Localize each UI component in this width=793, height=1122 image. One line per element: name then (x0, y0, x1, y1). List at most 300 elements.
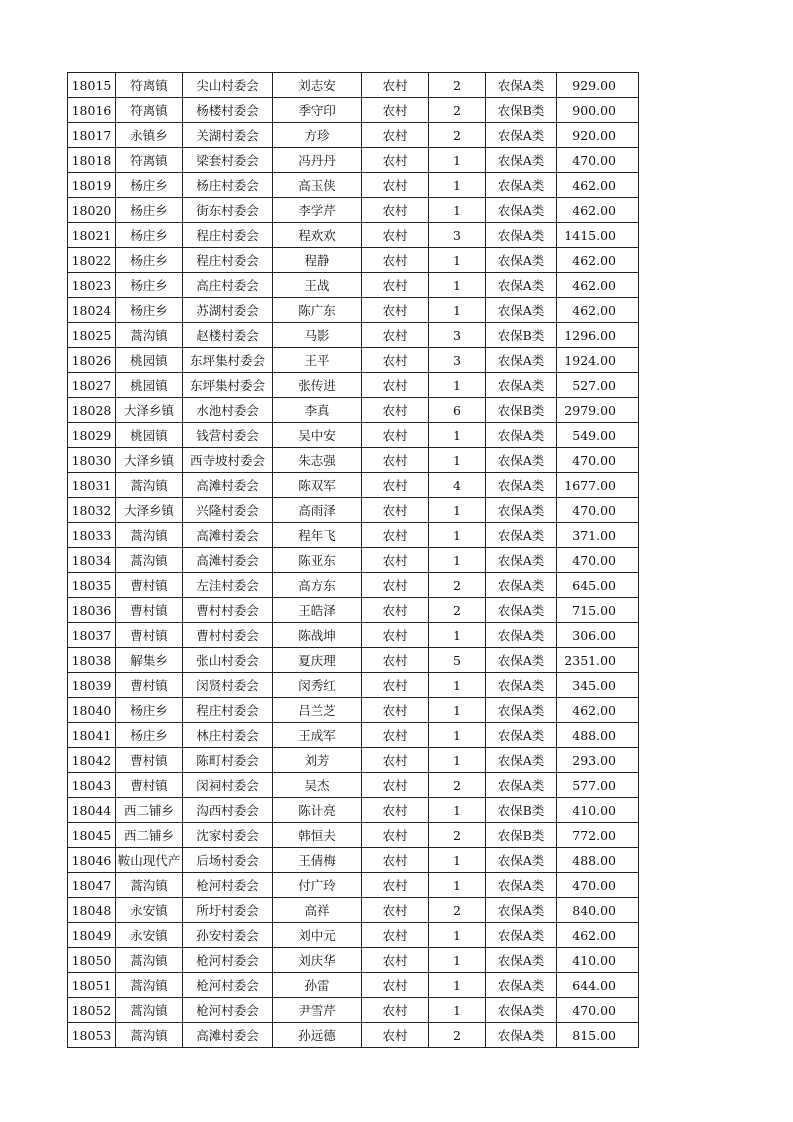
records-table (67, 72, 639, 1048)
name-cell: 朱志强 (273, 448, 362, 473)
household-count-cell: 1 (429, 298, 486, 323)
village-cell: 关湖村委会 (183, 123, 273, 148)
name-cell: 付广玲 (273, 873, 362, 898)
name-cell: 冯丹丹 (273, 148, 362, 173)
household-count-cell: 1 (429, 448, 486, 473)
table-row (68, 823, 639, 848)
town-cell: 杨庄乡 (116, 298, 183, 323)
insurance-category-cell: 农保A类 (486, 873, 557, 898)
household-count-cell: 3 (429, 348, 486, 373)
table-row (68, 448, 639, 473)
village-cell: 水池村委会 (183, 398, 273, 423)
area-type-cell: 农村 (362, 198, 429, 223)
id-cell: 18017 (68, 123, 116, 148)
table-row (68, 923, 639, 948)
insurance-category-cell: 农保A类 (486, 673, 557, 698)
town-cell: 蒿沟镇 (116, 1023, 183, 1048)
id-cell: 18018 (68, 148, 116, 173)
insurance-category-cell: 农保B类 (486, 323, 557, 348)
name-cell: 吴杰 (273, 773, 362, 798)
amount-cell: 470.00 (557, 998, 639, 1023)
id-cell: 18041 (68, 723, 116, 748)
amount-cell: 470.00 (557, 548, 639, 573)
amount-cell: 462.00 (557, 698, 639, 723)
id-cell: 18040 (68, 698, 116, 723)
amount-cell: 1677.00 (557, 473, 639, 498)
table-row (68, 273, 639, 298)
area-type-cell: 农村 (362, 948, 429, 973)
insurance-category-cell: 农保A类 (486, 348, 557, 373)
insurance-category-cell: 农保A类 (486, 773, 557, 798)
town-cell: 蒿沟镇 (116, 873, 183, 898)
village-cell: 高滩村委会 (183, 473, 273, 498)
table-row (68, 723, 639, 748)
amount-cell: 488.00 (557, 723, 639, 748)
id-cell: 18028 (68, 398, 116, 423)
town-cell: 蒿沟镇 (116, 548, 183, 573)
id-cell: 18050 (68, 948, 116, 973)
household-count-cell: 2 (429, 823, 486, 848)
id-cell: 18031 (68, 473, 116, 498)
village-cell: 闵贤村委会 (183, 673, 273, 698)
id-cell: 18025 (68, 323, 116, 348)
area-type-cell: 农村 (362, 598, 429, 623)
name-cell: 王成军 (273, 723, 362, 748)
village-cell: 曹村村委会 (183, 623, 273, 648)
town-cell: 杨庄乡 (116, 173, 183, 198)
insurance-category-cell: 农保A类 (486, 923, 557, 948)
name-cell: 高方东 (273, 573, 362, 598)
insurance-category-cell: 农保A类 (486, 698, 557, 723)
area-type-cell: 农村 (362, 348, 429, 373)
table-row (68, 98, 639, 123)
household-count-cell: 2 (429, 573, 486, 598)
name-cell: 陈亚东 (273, 548, 362, 573)
area-type-cell: 农村 (362, 473, 429, 498)
area-type-cell: 农村 (362, 323, 429, 348)
town-cell: 杨庄乡 (116, 723, 183, 748)
town-cell: 鞍山现代产 (116, 848, 183, 873)
table-row (68, 398, 639, 423)
name-cell: 尹雪芹 (273, 998, 362, 1023)
village-cell: 曹村村委会 (183, 598, 273, 623)
area-type-cell: 农村 (362, 748, 429, 773)
name-cell: 高玉侠 (273, 173, 362, 198)
amount-cell: 900.00 (557, 98, 639, 123)
town-cell: 解集乡 (116, 648, 183, 673)
table-row (68, 973, 639, 998)
village-cell: 后场村委会 (183, 848, 273, 873)
village-cell: 沟西村委会 (183, 798, 273, 823)
town-cell: 杨庄乡 (116, 698, 183, 723)
household-count-cell: 1 (429, 148, 486, 173)
insurance-category-cell: 农保A类 (486, 448, 557, 473)
town-cell: 蒿沟镇 (116, 523, 183, 548)
village-cell: 东坪集村委会 (183, 348, 273, 373)
town-cell: 曹村镇 (116, 598, 183, 623)
area-type-cell: 农村 (362, 448, 429, 473)
town-cell: 杨庄乡 (116, 248, 183, 273)
id-cell: 18032 (68, 498, 116, 523)
name-cell: 张传进 (273, 373, 362, 398)
id-cell: 18045 (68, 823, 116, 848)
insurance-category-cell: 农保A类 (486, 573, 557, 598)
area-type-cell: 农村 (362, 698, 429, 723)
area-type-cell: 农村 (362, 673, 429, 698)
village-cell: 程庄村委会 (183, 698, 273, 723)
area-type-cell: 农村 (362, 998, 429, 1023)
area-type-cell: 农村 (362, 148, 429, 173)
name-cell: 李真 (273, 398, 362, 423)
records-table-body (68, 73, 639, 1048)
town-cell: 蒿沟镇 (116, 998, 183, 1023)
household-count-cell: 1 (429, 273, 486, 298)
insurance-category-cell: 农保A类 (486, 948, 557, 973)
area-type-cell: 农村 (362, 123, 429, 148)
id-cell: 18022 (68, 248, 116, 273)
household-count-cell: 3 (429, 323, 486, 348)
town-cell: 杨庄乡 (116, 273, 183, 298)
village-cell: 西寺坡村委会 (183, 448, 273, 473)
table-row (68, 848, 639, 873)
table-row (68, 573, 639, 598)
insurance-category-cell: 农保A类 (486, 1023, 557, 1048)
village-cell: 东坪集村委会 (183, 373, 273, 398)
table-row (68, 623, 639, 648)
town-cell: 永安镇 (116, 898, 183, 923)
town-cell: 曹村镇 (116, 773, 183, 798)
village-cell: 闵祠村委会 (183, 773, 273, 798)
village-cell: 杨楼村委会 (183, 98, 273, 123)
amount-cell: 2979.00 (557, 398, 639, 423)
household-count-cell: 2 (429, 598, 486, 623)
name-cell: 王战 (273, 273, 362, 298)
town-cell: 蒿沟镇 (116, 973, 183, 998)
id-cell: 18036 (68, 598, 116, 623)
table-row (68, 73, 639, 98)
village-cell: 尖山村委会 (183, 73, 273, 98)
table-row (68, 198, 639, 223)
table-row (68, 473, 639, 498)
name-cell: 高雨泽 (273, 498, 362, 523)
insurance-category-cell: 农保A类 (486, 523, 557, 548)
name-cell: 高祥 (273, 898, 362, 923)
household-count-cell: 1 (429, 748, 486, 773)
area-type-cell: 农村 (362, 848, 429, 873)
insurance-category-cell: 农保B类 (486, 823, 557, 848)
village-cell: 高滩村委会 (183, 523, 273, 548)
table-row (68, 948, 639, 973)
amount-cell: 644.00 (557, 973, 639, 998)
insurance-category-cell: 农保A类 (486, 73, 557, 98)
table-row (68, 173, 639, 198)
area-type-cell: 农村 (362, 898, 429, 923)
id-cell: 18049 (68, 923, 116, 948)
area-type-cell: 农村 (362, 73, 429, 98)
amount-cell: 840.00 (557, 898, 639, 923)
town-cell: 蒿沟镇 (116, 473, 183, 498)
name-cell: 方珍 (273, 123, 362, 148)
village-cell: 枪河村委会 (183, 998, 273, 1023)
name-cell: 孙雷 (273, 973, 362, 998)
table-row (68, 598, 639, 623)
amount-cell: 929.00 (557, 73, 639, 98)
household-count-cell: 1 (429, 248, 486, 273)
household-count-cell: 1 (429, 923, 486, 948)
household-count-cell: 1 (429, 973, 486, 998)
household-count-cell: 1 (429, 873, 486, 898)
insurance-category-cell: 农保B类 (486, 798, 557, 823)
area-type-cell: 农村 (362, 398, 429, 423)
name-cell: 闵秀红 (273, 673, 362, 698)
area-type-cell: 农村 (362, 873, 429, 898)
table-row (68, 698, 639, 723)
amount-cell: 527.00 (557, 373, 639, 398)
insurance-category-cell: 农保A类 (486, 173, 557, 198)
table-row (68, 148, 639, 173)
amount-cell: 772.00 (557, 823, 639, 848)
household-count-cell: 1 (429, 498, 486, 523)
table-row (68, 748, 639, 773)
amount-cell: 2351.00 (557, 648, 639, 673)
town-cell: 西二铺乡 (116, 798, 183, 823)
household-count-cell: 1 (429, 173, 486, 198)
name-cell: 陈计亮 (273, 798, 362, 823)
village-cell: 苏湖村委会 (183, 298, 273, 323)
insurance-category-cell: 农保A类 (486, 473, 557, 498)
area-type-cell: 农村 (362, 373, 429, 398)
id-cell: 18037 (68, 623, 116, 648)
name-cell: 吕兰芝 (273, 698, 362, 723)
amount-cell: 470.00 (557, 148, 639, 173)
village-cell: 枪河村委会 (183, 948, 273, 973)
table-row (68, 323, 639, 348)
table-row (68, 898, 639, 923)
table-row (68, 1023, 639, 1048)
town-cell: 桃园镇 (116, 423, 183, 448)
household-count-cell: 6 (429, 398, 486, 423)
town-cell: 曹村镇 (116, 623, 183, 648)
insurance-category-cell: 农保A类 (486, 248, 557, 273)
name-cell: 夏庆理 (273, 648, 362, 673)
area-type-cell: 农村 (362, 298, 429, 323)
village-cell: 高滩村委会 (183, 548, 273, 573)
amount-cell: 645.00 (557, 573, 639, 598)
id-cell: 18020 (68, 198, 116, 223)
household-count-cell: 1 (429, 523, 486, 548)
village-cell: 街东村委会 (183, 198, 273, 223)
amount-cell: 1924.00 (557, 348, 639, 373)
name-cell: 刘中元 (273, 923, 362, 948)
town-cell: 永镇乡 (116, 123, 183, 148)
table-row (68, 223, 639, 248)
id-cell: 18043 (68, 773, 116, 798)
village-cell: 程庄村委会 (183, 223, 273, 248)
id-cell: 18046 (68, 848, 116, 873)
id-cell: 18051 (68, 973, 116, 998)
insurance-category-cell: 农保A类 (486, 973, 557, 998)
amount-cell: 462.00 (557, 298, 639, 323)
town-cell: 符离镇 (116, 148, 183, 173)
insurance-category-cell: 农保A类 (486, 748, 557, 773)
household-count-cell: 1 (429, 723, 486, 748)
household-count-cell: 2 (429, 898, 486, 923)
village-cell: 左洼村委会 (183, 573, 273, 598)
insurance-category-cell: 农保A类 (486, 298, 557, 323)
insurance-category-cell: 农保A类 (486, 723, 557, 748)
id-cell: 18052 (68, 998, 116, 1023)
table-row (68, 123, 639, 148)
table-row (68, 648, 639, 673)
name-cell: 马影 (273, 323, 362, 348)
id-cell: 18021 (68, 223, 116, 248)
town-cell: 曹村镇 (116, 673, 183, 698)
name-cell: 韩恒夫 (273, 823, 362, 848)
id-cell: 18029 (68, 423, 116, 448)
amount-cell: 715.00 (557, 598, 639, 623)
town-cell: 蒿沟镇 (116, 948, 183, 973)
id-cell: 18048 (68, 898, 116, 923)
table-row (68, 873, 639, 898)
household-count-cell: 2 (429, 123, 486, 148)
amount-cell: 815.00 (557, 1023, 639, 1048)
amount-cell: 462.00 (557, 198, 639, 223)
amount-cell: 410.00 (557, 948, 639, 973)
amount-cell: 470.00 (557, 498, 639, 523)
village-cell: 沈家村委会 (183, 823, 273, 848)
insurance-category-cell: 农保A类 (486, 498, 557, 523)
insurance-category-cell: 农保A类 (486, 148, 557, 173)
household-count-cell: 2 (429, 773, 486, 798)
id-cell: 18034 (68, 548, 116, 573)
table-row (68, 773, 639, 798)
household-count-cell: 2 (429, 1023, 486, 1048)
table-row (68, 998, 639, 1023)
area-type-cell: 农村 (362, 723, 429, 748)
town-cell: 大泽乡镇 (116, 398, 183, 423)
insurance-category-cell: 农保A类 (486, 598, 557, 623)
village-cell: 钱营村委会 (183, 423, 273, 448)
village-cell: 杨庄村委会 (183, 173, 273, 198)
insurance-category-cell: 农保A类 (486, 273, 557, 298)
id-cell: 18016 (68, 98, 116, 123)
name-cell: 程静 (273, 248, 362, 273)
area-type-cell: 农村 (362, 498, 429, 523)
amount-cell: 1296.00 (557, 323, 639, 348)
amount-cell: 462.00 (557, 248, 639, 273)
household-count-cell: 1 (429, 198, 486, 223)
town-cell: 曹村镇 (116, 573, 183, 598)
town-cell: 蒿沟镇 (116, 323, 183, 348)
id-cell: 18035 (68, 573, 116, 598)
area-type-cell: 农村 (362, 773, 429, 798)
amount-cell: 549.00 (557, 423, 639, 448)
id-cell: 18015 (68, 73, 116, 98)
village-cell: 张山村委会 (183, 648, 273, 673)
village-cell: 孙安村委会 (183, 923, 273, 948)
village-cell: 兴隆村委会 (183, 498, 273, 523)
village-cell: 赵楼村委会 (183, 323, 273, 348)
table-row (68, 373, 639, 398)
household-count-cell: 1 (429, 848, 486, 873)
name-cell: 季守印 (273, 98, 362, 123)
household-count-cell: 1 (429, 998, 486, 1023)
name-cell: 程欢欢 (273, 223, 362, 248)
village-cell: 枪河村委会 (183, 873, 273, 898)
id-cell: 18024 (68, 298, 116, 323)
insurance-category-cell: 农保A类 (486, 998, 557, 1023)
name-cell: 刘志安 (273, 73, 362, 98)
amount-cell: 410.00 (557, 798, 639, 823)
name-cell: 程年飞 (273, 523, 362, 548)
insurance-category-cell: 农保B类 (486, 398, 557, 423)
amount-cell: 488.00 (557, 848, 639, 873)
area-type-cell: 农村 (362, 798, 429, 823)
household-count-cell: 2 (429, 73, 486, 98)
area-type-cell: 农村 (362, 173, 429, 198)
town-cell: 大泽乡镇 (116, 498, 183, 523)
amount-cell: 371.00 (557, 523, 639, 548)
id-cell: 18044 (68, 798, 116, 823)
table-row (68, 423, 639, 448)
area-type-cell: 农村 (362, 1023, 429, 1048)
town-cell: 杨庄乡 (116, 198, 183, 223)
village-cell: 所圩村委会 (183, 898, 273, 923)
household-count-cell: 1 (429, 698, 486, 723)
household-count-cell: 1 (429, 948, 486, 973)
area-type-cell: 农村 (362, 823, 429, 848)
household-count-cell: 1 (429, 548, 486, 573)
name-cell: 王皓泽 (273, 598, 362, 623)
id-cell: 18042 (68, 748, 116, 773)
id-cell: 18033 (68, 523, 116, 548)
household-count-cell: 1 (429, 798, 486, 823)
town-cell: 永安镇 (116, 923, 183, 948)
id-cell: 18047 (68, 873, 116, 898)
name-cell: 陈双军 (273, 473, 362, 498)
insurance-category-cell: 农保A类 (486, 373, 557, 398)
household-count-cell: 2 (429, 98, 486, 123)
id-cell: 18027 (68, 373, 116, 398)
amount-cell: 345.00 (557, 673, 639, 698)
amount-cell: 462.00 (557, 923, 639, 948)
id-cell: 18030 (68, 448, 116, 473)
area-type-cell: 农村 (362, 523, 429, 548)
town-cell: 曹村镇 (116, 748, 183, 773)
insurance-category-cell: 农保A类 (486, 223, 557, 248)
village-cell: 林庄村委会 (183, 723, 273, 748)
amount-cell: 462.00 (557, 273, 639, 298)
village-cell: 枪河村委会 (183, 973, 273, 998)
area-type-cell: 农村 (362, 648, 429, 673)
area-type-cell: 农村 (362, 423, 429, 448)
id-cell: 18019 (68, 173, 116, 198)
table-row (68, 523, 639, 548)
village-cell: 梁套村委会 (183, 148, 273, 173)
amount-cell: 920.00 (557, 123, 639, 148)
id-cell: 18026 (68, 348, 116, 373)
id-cell: 18038 (68, 648, 116, 673)
town-cell: 桃园镇 (116, 348, 183, 373)
town-cell: 符离镇 (116, 98, 183, 123)
insurance-category-cell: 农保A类 (486, 898, 557, 923)
insurance-category-cell: 农保A类 (486, 123, 557, 148)
town-cell: 大泽乡镇 (116, 448, 183, 473)
village-cell: 高滩村委会 (183, 1023, 273, 1048)
insurance-category-cell: 农保A类 (486, 423, 557, 448)
table-row (68, 248, 639, 273)
name-cell: 吴中安 (273, 423, 362, 448)
